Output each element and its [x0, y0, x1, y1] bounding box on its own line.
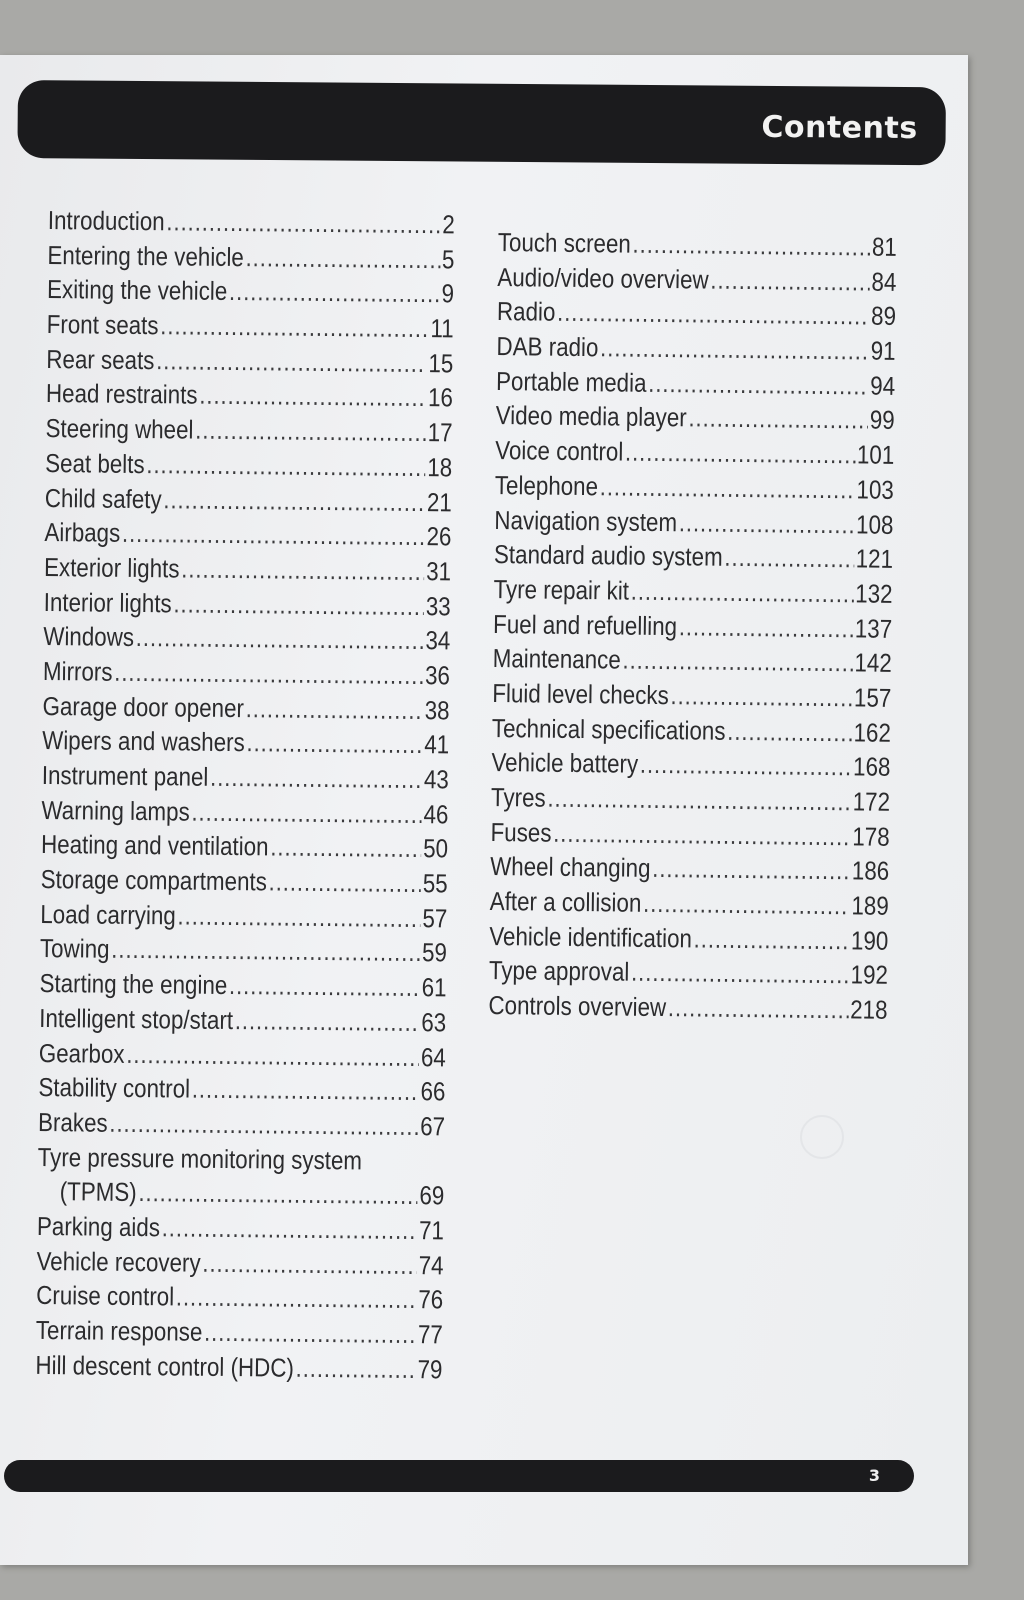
toc-entry [492, 678, 891, 718]
toc-entry-page: 74 [418, 1249, 444, 1280]
toc-entry [45, 482, 452, 521]
toc-entry-title: Garage door opener [42, 690, 245, 723]
toc-entry [492, 713, 891, 753]
toc-entry-page: 218 [850, 994, 888, 1025]
dot-leader [693, 923, 849, 956]
background-mark [800, 1115, 844, 1159]
toc-entry-page: 9 [441, 278, 455, 309]
toc-entry-title: Mirrors [42, 655, 113, 687]
dot-leader [679, 507, 855, 540]
toc-entry-title: Portable media [495, 365, 647, 398]
dot-leader [557, 297, 870, 332]
toc-entry-title: Maintenance [492, 643, 621, 675]
toc-entry [492, 643, 891, 683]
toc-entry-title: Windows [43, 621, 135, 653]
toc-entry-page: 34 [425, 625, 451, 656]
toc-entry-page: 77 [417, 1319, 443, 1350]
toc-entry-title: Terrain response [35, 1314, 203, 1347]
toc-entry-page: 168 [852, 751, 891, 783]
toc-entry-title: Instrument panel [41, 759, 209, 792]
toc-entry-page: 21 [426, 486, 452, 517]
dot-leader [688, 403, 868, 436]
toc-entry-title: Vehicle battery [491, 747, 639, 780]
toc-entry-page: 91 [870, 335, 896, 366]
toc-entry-title: Technical specifications [491, 712, 726, 746]
toc-entry-page: 43 [423, 764, 449, 795]
dot-leader [235, 1005, 420, 1038]
dot-leader [652, 853, 850, 886]
toc-entry [489, 921, 888, 961]
toc-entry [496, 331, 895, 371]
toc-entry-page: 186 [851, 855, 890, 887]
toc-entry-title: Navigation system [494, 504, 678, 537]
toc-entry [491, 782, 890, 822]
toc-entry-title: After a collision [489, 886, 642, 918]
dot-leader [643, 888, 850, 922]
toc-entry [46, 378, 453, 417]
toc-entry-page: 11 [430, 313, 454, 344]
dot-leader [156, 345, 427, 379]
toc-entry [46, 309, 453, 348]
toc-entry [41, 829, 448, 868]
toc-entry [493, 574, 892, 614]
toc-entry [35, 1350, 442, 1389]
toc-entry-page: 132 [855, 578, 893, 609]
dot-leader [668, 992, 849, 1025]
toc-entry-title: Controls overview [488, 990, 667, 1023]
toc-entry-title: Touch screen [497, 227, 631, 259]
dot-leader [679, 611, 854, 644]
toc-entry-title: Entering the vehicle [47, 239, 245, 272]
toc-entry-page: 99 [869, 404, 895, 436]
toc-entry [43, 621, 450, 660]
toc-entry-page: 89 [870, 300, 897, 332]
toc-entry-page: 94 [870, 370, 896, 401]
toc-entry-page: 57 [422, 902, 448, 934]
dot-leader [177, 900, 421, 934]
toc-entry [39, 1037, 446, 1076]
header-bar [17, 80, 946, 165]
toc-entry-title: Radio [496, 296, 556, 328]
footer-bar [4, 1460, 914, 1492]
toc-entry [38, 1072, 445, 1111]
toc-entry-title: Seat belts [45, 447, 145, 479]
toc-entry-title: DAB radio [496, 331, 599, 363]
toc-entry-page: 63 [421, 1006, 447, 1038]
toc-entry-page: 157 [853, 682, 892, 713]
toc-entry-page: 190 [850, 925, 889, 956]
dot-leader [246, 727, 422, 760]
toc-entry [498, 227, 897, 267]
toc-entry-title: Heating and ventilation [40, 829, 269, 862]
dot-leader [648, 368, 869, 402]
toc-entry-page: 101 [856, 439, 895, 470]
toc-entry [42, 725, 449, 764]
dot-leader [270, 832, 422, 865]
toc-entry [42, 691, 449, 730]
dot-leader [114, 657, 423, 691]
toc-entry-title: Steering wheel [45, 413, 194, 445]
dot-leader [622, 645, 853, 679]
toc-entry-title: Fuel and refuelling [492, 608, 678, 641]
toc-entry-title: Child safety [44, 482, 162, 514]
toc-entry-page: 64 [420, 1041, 446, 1072]
toc-column-left [35, 205, 456, 1389]
toc-entry [45, 413, 452, 452]
toc-entry [39, 1003, 446, 1042]
toc-entry-title: Type approval [488, 955, 630, 988]
toc-entry-page: 137 [854, 612, 893, 644]
toc-entry-title: Interior lights [43, 586, 172, 618]
dot-leader [547, 783, 851, 818]
toc-entry-title: Storage compartments [40, 864, 268, 897]
toc-entry-page: 18 [427, 451, 453, 483]
page-number: 3 [868, 1466, 880, 1485]
dot-leader [166, 206, 441, 240]
toc-entry-title: Tyres [490, 781, 546, 813]
toc-entry-page: 121 [855, 543, 894, 575]
toc-entry-page: 55 [422, 868, 448, 899]
toc-entry-title: Intelligent stop/start [39, 1002, 234, 1035]
dot-leader [229, 970, 420, 1003]
toc-entry [37, 1142, 444, 1181]
toc-entry-page: 103 [856, 474, 895, 505]
toc-entry-title: Parking aids [36, 1210, 161, 1243]
dot-leader [136, 622, 424, 656]
toc-entry-title: Cruise control [36, 1280, 175, 1312]
dot-leader [191, 796, 422, 829]
dot-leader [724, 542, 854, 575]
page-title: Contents [761, 109, 918, 147]
dot-leader [195, 415, 426, 448]
toc-entry-page: 67 [420, 1110, 446, 1142]
toc-entry-page: 81 [871, 231, 898, 262]
toc-entry-page: 17 [427, 417, 453, 448]
toc-entry-page: 189 [851, 890, 889, 921]
toc-entry-title: Exterior lights [43, 551, 180, 584]
toc-entry [36, 1315, 443, 1354]
toc-entry-title: Fuses [490, 816, 552, 848]
dot-leader [600, 332, 869, 366]
toc-entry [47, 240, 454, 279]
dot-leader [295, 1352, 416, 1384]
toc-entry [38, 1107, 445, 1146]
toc-entry [37, 1211, 444, 1250]
toc-entry-title: Exiting the vehicle [46, 274, 228, 307]
toc-entry-title: Load carrying [40, 898, 176, 931]
toc-entry-page: 108 [855, 508, 894, 540]
toc-entry-title: Brakes [37, 1106, 108, 1138]
toc-entry-page: 172 [852, 786, 891, 817]
dot-leader [204, 1317, 416, 1350]
toc-entry-title: Vehicle identification [489, 920, 693, 954]
toc-entry-page: 142 [854, 647, 892, 679]
toc-entry [497, 296, 896, 336]
toc-entry [490, 886, 889, 926]
toc-entry [490, 851, 889, 891]
toc-entry-page: 46 [423, 798, 449, 830]
toc-column-right [488, 227, 898, 1030]
toc-entry [489, 955, 888, 995]
toc-entry-page: 2 [442, 209, 455, 240]
dot-leader [670, 680, 852, 713]
dot-leader [632, 229, 870, 263]
toc-entry [42, 760, 449, 799]
dot-leader [268, 866, 421, 899]
dot-leader [210, 762, 422, 795]
dot-leader [245, 242, 440, 275]
toc-entry-title: Gearbox [38, 1037, 125, 1069]
toc-entry-page: 192 [850, 959, 889, 991]
dot-leader [176, 1282, 417, 1316]
toc-entry-page: 76 [418, 1284, 444, 1315]
toc-entry [44, 517, 451, 556]
toc-entry-title: Wipers and washers [42, 725, 245, 758]
toc-entry-page: 5 [441, 243, 455, 275]
dot-leader [246, 693, 424, 726]
toc-entry-page: 31 [426, 555, 452, 587]
toc-entry-page: 36 [424, 660, 451, 691]
toc-entry [497, 262, 896, 302]
toc-entry [488, 990, 887, 1030]
toc-entry [41, 795, 448, 834]
toc-entry-page: 41 [424, 729, 450, 760]
toc-entry-title: Wheel changing [490, 851, 651, 884]
dot-leader [109, 1108, 418, 1142]
toc-entry-page: 16 [427, 382, 454, 413]
toc-entry-page: 59 [421, 937, 448, 968]
dot-leader [625, 437, 856, 471]
toc-entry-page: 66 [420, 1076, 446, 1107]
dot-leader [181, 553, 425, 587]
toc-entry [39, 968, 446, 1007]
dot-leader [631, 957, 849, 991]
toc-entry-title: Warning lamps [41, 794, 190, 827]
toc-entry-title: Front seats [46, 309, 159, 341]
dot-leader [631, 576, 854, 610]
toc-entry-title: Stability control [38, 1072, 191, 1104]
toc-entry-continuation [37, 1176, 444, 1215]
toc-entry-page: 84 [871, 266, 897, 297]
toc-entry-title: Towing [39, 933, 110, 965]
toc-entry-page: 71 [418, 1215, 445, 1246]
toc-entry-page: 178 [852, 821, 890, 852]
toc-entry [494, 504, 893, 544]
toc-entry [40, 933, 447, 972]
toc-entry-title: Video media player [495, 400, 687, 433]
toc-entry [491, 747, 890, 787]
dot-leader [160, 310, 429, 344]
toc-entry-page: 79 [417, 1353, 443, 1385]
toc-entry-title: Vehicle recovery [36, 1245, 201, 1278]
toc-entry-title-continued: (TPMS) [59, 1176, 137, 1208]
toc-entry [47, 274, 454, 313]
dot-leader [640, 749, 852, 783]
dot-leader [122, 518, 425, 552]
manual-page [0, 55, 968, 1565]
dot-leader [126, 1038, 419, 1072]
toc-entry-page: 38 [424, 694, 450, 725]
dot-leader [173, 588, 424, 622]
toc-entry [490, 817, 889, 857]
toc-entry-title: Fluid level checks [492, 677, 669, 711]
toc-entry-title: Starting the engine [39, 968, 228, 1001]
dot-leader [162, 1212, 418, 1246]
toc-entry [496, 366, 895, 406]
dot-leader [727, 715, 852, 748]
toc-entry [43, 587, 450, 626]
toc-entry [48, 205, 455, 244]
toc-entry [493, 609, 892, 649]
toc-entry-title: Airbags [44, 517, 121, 548]
toc-entry-title: Rear seats [46, 343, 155, 375]
dot-leader [146, 449, 426, 483]
toc-entry [43, 656, 450, 695]
dot-leader [192, 1074, 419, 1107]
toc-entry [44, 552, 451, 591]
toc-entry-title: Tyre repair kit [493, 573, 630, 606]
toc-entry-title: Introduction [47, 205, 165, 237]
toc-entry [40, 864, 447, 903]
toc-entry [46, 344, 453, 383]
dot-leader [138, 1177, 418, 1211]
toc-entry-page: 61 [421, 972, 447, 1003]
toc-entry-page: 33 [425, 590, 451, 621]
toc-entry [36, 1280, 443, 1319]
toc-entry-page: 50 [423, 833, 449, 864]
dot-leader [229, 276, 440, 309]
toc-entry [40, 899, 447, 938]
dot-leader [710, 264, 870, 297]
toc-entry-title: Hill descent control (HDC) [35, 1349, 295, 1383]
toc-entry-page: 69 [419, 1180, 445, 1211]
dot-leader [553, 817, 851, 852]
toc-entry-title: Head restraints [45, 378, 198, 411]
toc-entry-title: Audio/video overview [497, 261, 709, 295]
dot-leader [202, 1247, 417, 1280]
toc-entry [494, 539, 893, 579]
toc-entry [45, 448, 452, 487]
toc-entry [495, 435, 894, 475]
toc-entry-title: Telephone [494, 469, 599, 502]
dot-leader [600, 471, 855, 505]
toc-entry-page: 15 [428, 347, 454, 379]
toc-entry-page: 26 [426, 521, 452, 552]
toc-entry [36, 1246, 443, 1285]
dot-leader [111, 934, 420, 968]
toc-entry-title: Standard audio system [493, 539, 723, 572]
toc-entry [495, 400, 894, 440]
toc-entry-page: 162 [853, 717, 892, 748]
dot-leader [199, 380, 426, 413]
toc-entry [495, 470, 894, 510]
dot-leader [163, 484, 425, 518]
toc-entry-title: Tyre pressure monitoring system [37, 1141, 363, 1176]
toc-entry-title: Voice control [495, 435, 624, 467]
